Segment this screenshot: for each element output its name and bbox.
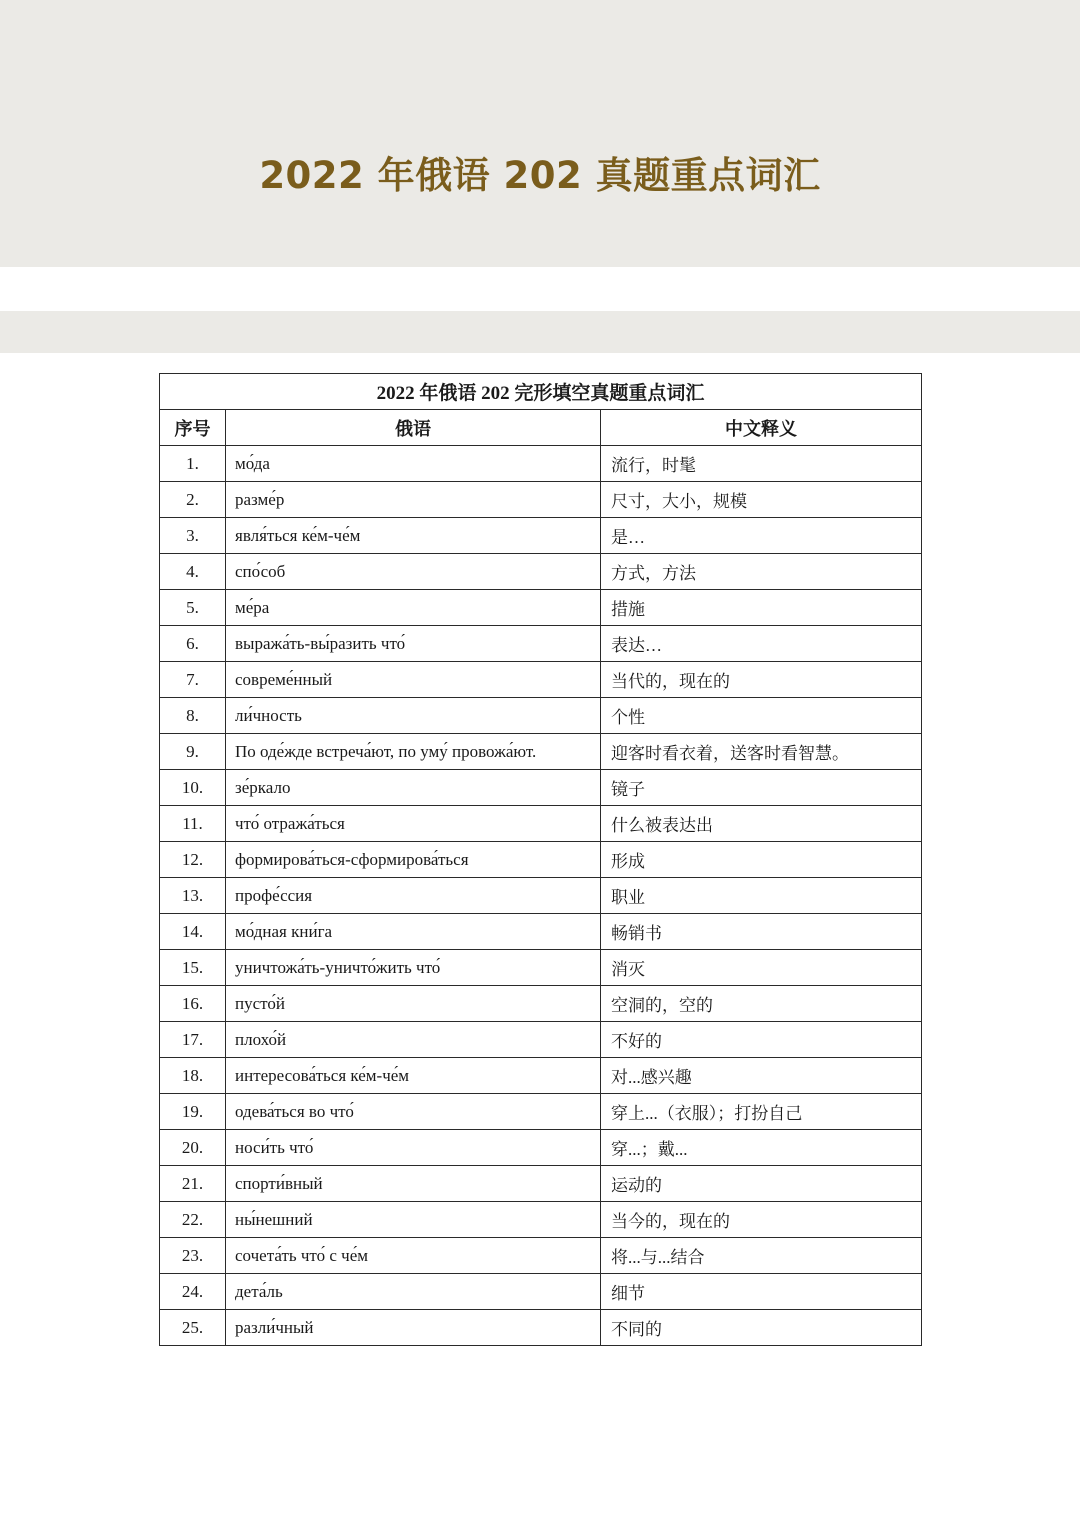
russian-term: интересова́ться ке́м-че́м (226, 1058, 601, 1094)
table-row (160, 1022, 922, 1058)
chinese-meaning: 不同的 (601, 1310, 922, 1346)
chinese-meaning: 消灭 (601, 950, 922, 986)
russian-term: профе́ссия (226, 878, 601, 914)
chinese-meaning: 什么被表达出 (601, 806, 922, 842)
russian-term: формирова́ться-сформирова́ться (226, 842, 601, 878)
russian-term: носи́ть что́ (226, 1130, 601, 1166)
chinese-meaning: 方式，方法 (601, 554, 922, 590)
russian-term: что́ отража́ться (226, 806, 601, 842)
chinese-meaning: 职业 (601, 878, 922, 914)
russian-term: сочета́ть что́ с че́м (226, 1238, 601, 1274)
row-number: 9. (160, 734, 226, 770)
row-number: 25. (160, 1310, 226, 1346)
row-number: 16. (160, 986, 226, 1022)
row-number: 5. (160, 590, 226, 626)
chinese-meaning: 将...与...结合 (601, 1238, 922, 1274)
header-band (0, 0, 1080, 267)
russian-term: ме́ра (226, 590, 601, 626)
table-row (160, 806, 922, 842)
divider-band (0, 311, 1080, 353)
table-row (160, 734, 922, 770)
header-russian: 俄语 (226, 410, 601, 446)
chinese-meaning: 不好的 (601, 1022, 922, 1058)
chinese-meaning: 迎客时看衣着，送客时看智慧。 (601, 734, 922, 770)
row-number: 6. (160, 626, 226, 662)
chinese-meaning: 穿上...（衣服）；打扮自己 (601, 1094, 922, 1130)
header-number: 序号 (160, 410, 226, 446)
row-number: 23. (160, 1238, 226, 1274)
row-number: 14. (160, 914, 226, 950)
russian-term: разме́р (226, 482, 601, 518)
vocabulary-table (159, 373, 922, 1346)
row-number: 17. (160, 1022, 226, 1058)
table-body (160, 446, 922, 1346)
row-number: 22. (160, 1202, 226, 1238)
table-row (160, 482, 922, 518)
row-number: 20. (160, 1130, 226, 1166)
row-number: 8. (160, 698, 226, 734)
chinese-meaning: 空洞的，空的 (601, 986, 922, 1022)
table-header-row (160, 410, 922, 446)
russian-term: зе́ркало (226, 770, 601, 806)
row-number: 12. (160, 842, 226, 878)
chinese-meaning: 畅销书 (601, 914, 922, 950)
table-row (160, 698, 922, 734)
russian-term: разли́чный (226, 1310, 601, 1346)
chinese-meaning: 运动的 (601, 1166, 922, 1202)
russian-term: пусто́й (226, 986, 601, 1022)
table-row (160, 1058, 922, 1094)
table-row (160, 1094, 922, 1130)
row-number: 3. (160, 518, 226, 554)
chinese-meaning: 措施 (601, 590, 922, 626)
row-number: 13. (160, 878, 226, 914)
table-caption-row (160, 374, 922, 410)
chinese-meaning: 当今的，现在的 (601, 1202, 922, 1238)
table-row (160, 446, 922, 482)
row-number: 1. (160, 446, 226, 482)
russian-term: совреме́нный (226, 662, 601, 698)
table-row (160, 770, 922, 806)
table-row (160, 626, 922, 662)
russian-term: дета́ль (226, 1274, 601, 1310)
russian-term: мо́да (226, 446, 601, 482)
russian-term: По оде́жде встреча́ют, по уму́ провожа́ют. (226, 734, 601, 770)
row-number: 15. (160, 950, 226, 986)
chinese-meaning: 镜子 (601, 770, 922, 806)
chinese-meaning: 流行，时髦 (601, 446, 922, 482)
table-row (160, 1130, 922, 1166)
row-number: 11. (160, 806, 226, 842)
table-row (160, 914, 922, 950)
row-number: 4. (160, 554, 226, 590)
chinese-meaning: 形成 (601, 842, 922, 878)
table-row (160, 878, 922, 914)
table-row (160, 1310, 922, 1346)
table-row (160, 986, 922, 1022)
chinese-meaning: 表达… (601, 626, 922, 662)
table-row (160, 554, 922, 590)
row-number: 18. (160, 1058, 226, 1094)
row-number: 2. (160, 482, 226, 518)
chinese-meaning: 当代的，现在的 (601, 662, 922, 698)
table-caption: 2022 年俄语 202 完形填空真题重点词汇 (160, 374, 922, 410)
chinese-meaning: 对...感兴趣 (601, 1058, 922, 1094)
row-number: 24. (160, 1274, 226, 1310)
page-title: 2022 年俄语 202 真题重点词汇 (259, 154, 821, 197)
table-row (160, 842, 922, 878)
chinese-meaning: 穿...；戴... (601, 1130, 922, 1166)
russian-term: уничтожа́ть-уничто́жить что́ (226, 950, 601, 986)
russian-term: ли́чность (226, 698, 601, 734)
chinese-meaning: 细节 (601, 1274, 922, 1310)
russian-term: явля́ться ке́м-че́м (226, 518, 601, 554)
row-number: 21. (160, 1166, 226, 1202)
russian-term: спорти́вный (226, 1166, 601, 1202)
russian-term: мо́дная кни́га (226, 914, 601, 950)
table-row (160, 1274, 922, 1310)
chinese-meaning: 是… (601, 518, 922, 554)
table-row (160, 1238, 922, 1274)
table-row (160, 1166, 922, 1202)
russian-term: ны́нешний (226, 1202, 601, 1238)
chinese-meaning: 尺寸，大小，规模 (601, 482, 922, 518)
header-chinese: 中文释义 (601, 410, 922, 446)
row-number: 7. (160, 662, 226, 698)
row-number: 10. (160, 770, 226, 806)
russian-term: одева́ться во что́ (226, 1094, 601, 1130)
russian-term: выража́ть-вы́разить что́ (226, 626, 601, 662)
table-row (160, 518, 922, 554)
table-row (160, 590, 922, 626)
chinese-meaning: 个性 (601, 698, 922, 734)
table-row (160, 1202, 922, 1238)
russian-term: спо́соб (226, 554, 601, 590)
russian-term: плохо́й (226, 1022, 601, 1058)
table-row (160, 950, 922, 986)
row-number: 19. (160, 1094, 226, 1130)
table-row (160, 662, 922, 698)
